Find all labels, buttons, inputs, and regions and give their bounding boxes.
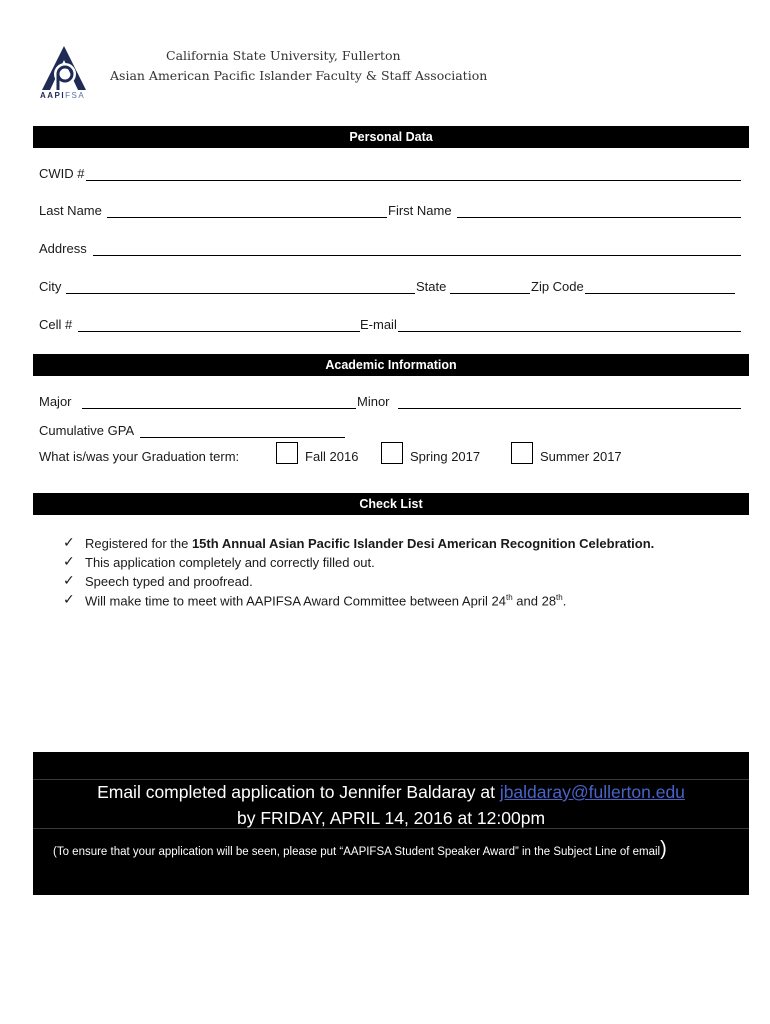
checkmark-icon: ✓ [63, 591, 75, 607]
city-label: City [39, 279, 62, 294]
state-label: State [416, 279, 447, 294]
first-name-label: First Name [388, 203, 452, 218]
section-check-list: Check List [33, 493, 749, 515]
checkmark-icon: ✓ [63, 553, 75, 569]
fall-2016-checkbox[interactable] [276, 442, 298, 464]
minor-label: Minor [357, 394, 390, 409]
cell-field[interactable] [78, 331, 360, 332]
minor-field[interactable] [398, 408, 741, 409]
checklist-item-application: This application completely and correctly filled out. [85, 555, 375, 570]
logo-wordmark: AAPIFSA [40, 91, 86, 100]
checklist-item-speech: Speech typed and proofread. [85, 574, 253, 589]
subject-line-note: (To ensure that your application will be seen, please put “AAPIFSA Student Speaker Award” in the Subject Line of email) [53, 838, 667, 860]
zip-code-label: Zip Code [531, 279, 584, 294]
graduation-term-label: What is/was your Graduation term: [39, 449, 240, 464]
checklist-item-registered: Registered for the 15th Annual Asian Pacific Islander Desi American Recognition Celebration. [85, 536, 655, 551]
checkmark-icon: ✓ [63, 572, 75, 588]
city-field[interactable] [66, 293, 415, 294]
submission-banner [33, 752, 749, 895]
cwid-label: CWID # [39, 166, 85, 181]
email-label: E-mail [360, 317, 397, 332]
cell-label: Cell # [39, 317, 73, 332]
email-field[interactable] [398, 331, 741, 332]
last-name-label: Last Name [39, 203, 102, 218]
org-line-university: California State University, Fullerton [166, 48, 401, 63]
org-line-association: Asian American Pacific Islander Faculty & Staff Association [110, 68, 488, 83]
email-link[interactable]: jbaldaray@fullerton.edu [499, 782, 685, 802]
checkmark-icon: ✓ [63, 534, 75, 550]
summer-2017-checkbox[interactable] [511, 442, 533, 464]
cwid-field[interactable] [86, 180, 741, 181]
address-label: Address [39, 241, 87, 256]
address-field[interactable] [93, 255, 741, 256]
state-field[interactable] [450, 293, 530, 294]
spring-2017-checkbox[interactable] [381, 442, 403, 464]
fall-2016-label: Fall 2016 [305, 449, 359, 464]
deadline-text: by FRIDAY, APRIL 14, 2016 at 12:00pm [236, 808, 546, 828]
zip-code-field[interactable] [585, 293, 735, 294]
gpa-label: Cumulative GPA [39, 423, 135, 438]
last-name-field[interactable] [107, 217, 387, 218]
spring-2017-label: Spring 2017 [410, 449, 481, 464]
summer-2017-label: Summer 2017 [540, 449, 622, 464]
checklist-item-meeting: Will make time to meet with AAPIFSA Award Committee between April 24th and 28th. [85, 593, 567, 609]
submission-instruction: Email completed application to Jennifer Baldaray at jbaldaray@fullerton.edu [97, 782, 685, 802]
section-personal-data: Personal Data [33, 126, 749, 148]
section-academic-information: Academic Information [33, 354, 749, 376]
major-label: Major [39, 394, 72, 409]
gpa-field[interactable] [140, 437, 345, 438]
major-field[interactable] [82, 408, 356, 409]
first-name-field[interactable] [457, 217, 741, 218]
